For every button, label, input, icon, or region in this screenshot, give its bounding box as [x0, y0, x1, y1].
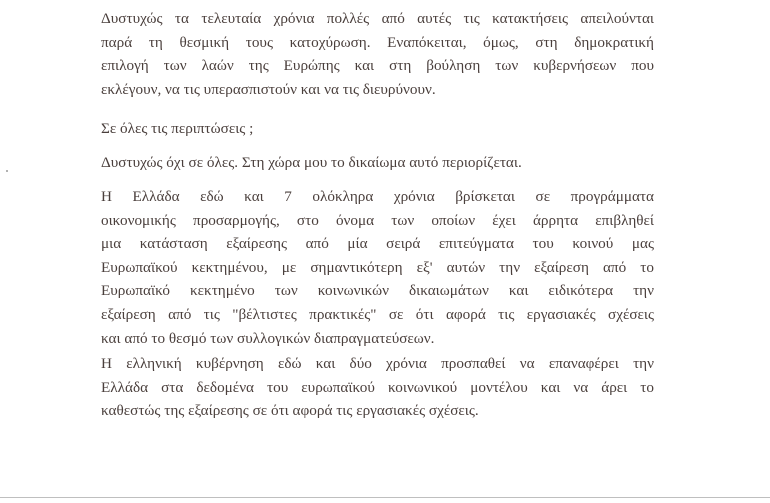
text-line: εκλέγουν, να τις υπερασπιστούν και να τις διευρύνουν. [101, 80, 436, 98]
text-line: Η ελληνική κυβέρνηση εδώ και δύο χρόνια προσπαθεί να επαναφέρει την [101, 355, 654, 372]
text-line: και από το θεσμό των συλλογικών διαπραγματεύσεων. [101, 329, 435, 347]
text-line: παρά τη θεσμική τους κατοχύρωση. Εναπόκειται, όμως, στη δημοκρατική [101, 33, 654, 51]
text-line: Δυστυχώς όχι σε όλες. Στη χώρα μου το δικαίωμα αυτό περιορίζεται. [101, 154, 522, 171]
text-line: Δυστυχώς τα τελευταία χρόνια πολλές από αυτές τις κατακτήσεις απειλούνται [101, 10, 654, 27]
text-line: επιλογή των λαών της Ευρώπης και στη βούληση των κυβερνήσεων που [101, 57, 654, 75]
paragraph-question [101, 117, 654, 141]
text-line: Ευρωπαϊκό κεκτημένο των κοινωνικών δικαιωμάτων και ειδικότερα την [101, 282, 654, 300]
text-line: Ελλάδα στα δεδομένα του ευρωπαϊκού κοινωνικού μοντέλου και να άρει το [101, 378, 654, 396]
page-bottom-edge [0, 497, 770, 498]
paragraph-greece-programmes [101, 185, 654, 350]
text-line: Η Ελλάδα εδώ και 7 ολόκληρα χρόνια βρίσκεται σε προγράμματα [101, 188, 654, 205]
paragraph-government-effort [101, 352, 654, 423]
paragraph-threatened-rights [101, 7, 654, 101]
text-line: εξαίρεση από τις "βέλτιστες πρακτικές" σε ότι αφορά τις εργασιακές σχέσεις [101, 305, 654, 323]
margin-mark [6, 170, 8, 172]
text-line: μια κατάσταση εξαίρεσης από μία σειρά επιτεύγματα του κοινού μας [101, 235, 654, 253]
text-line: οικονομικής προσαρμογής, στο όνομα των οποίων έχει άρρητα επιβληθεί [101, 211, 654, 229]
text-line: Ευρωπαϊκού κεκτημένου, με σημαντικότερη εξ' αυτών την εξαίρεση από το [101, 258, 654, 276]
text-line: καθεστώς της εξαίρεσης σε ότι αφορά τις εργασιακές σχέσεις. [101, 402, 479, 420]
paragraph-answer [101, 151, 654, 175]
text-line: Σε όλες τις περιπτώσεις ; [101, 120, 254, 137]
